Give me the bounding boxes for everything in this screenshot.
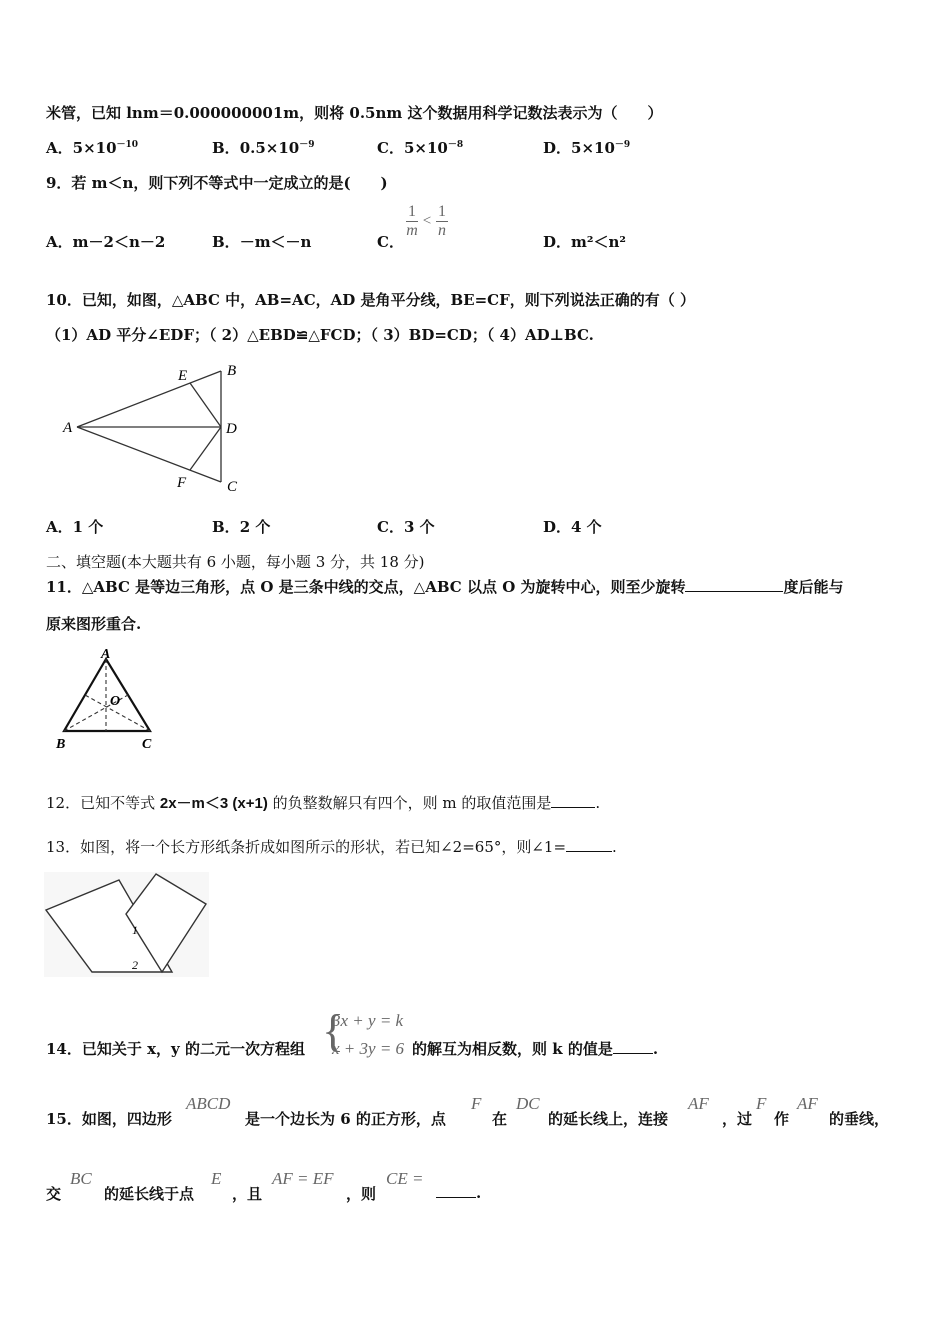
q15-math-af1: AF xyxy=(688,1094,709,1113)
q11-answer-blank xyxy=(685,577,783,592)
q9-option-b: B．－m＜－n xyxy=(212,233,312,251)
q10-label-d: D xyxy=(226,421,237,437)
q13-answer-blank xyxy=(566,837,612,852)
q11-equilateral-figure xyxy=(50,645,165,755)
q15-text-8: 交 xyxy=(46,1185,62,1203)
q8-option-b: B．$0.5\times 10^{-9}$ xyxy=(212,139,315,157)
q13-angle2-label: 2 xyxy=(132,958,138,972)
q10-statements: （1）AD 平分∠EDF；（ 2）△EBD≌△FCD；（ 3）BD=CD；（ 4）AD⊥BC. xyxy=(46,326,594,344)
q15-text-11: ，则 xyxy=(346,1185,377,1203)
q10-label-b: B xyxy=(227,363,237,379)
q14-prefix: 14．已知关于 x，y 的二元一次方程组 xyxy=(46,1040,305,1058)
q10-stem: 10．已知，如图，△ABC 中，AB=AC，AD 是角平分线，BE=CF，则下列说法正确的有（ ） xyxy=(46,291,695,309)
q14-eq1: 3x + y = k xyxy=(332,1011,404,1030)
q11-label-c: C xyxy=(142,737,152,752)
q15-text-5: ，过 xyxy=(722,1110,753,1128)
q15-math-dc: DC xyxy=(516,1094,540,1113)
q8-stem: 米管，已知 lnm＝0.000000001m，则将 0.5nm 这个数据用科学记数法表示为（ ） xyxy=(46,104,663,122)
q15-answer: . xyxy=(436,1183,481,1202)
q9-option-c-fraction: $\frac{1}{m}$ < $\frac{1}{n}$ xyxy=(406,203,447,239)
q15-text-3: 在 xyxy=(492,1110,508,1128)
q10-option-d: D．4 个 xyxy=(543,518,602,536)
q14-suffix: 的解互为相反数，则 k 的值是 . xyxy=(412,1040,659,1058)
q15-text-9: 的延长线于点 xyxy=(104,1185,195,1203)
q15-math-abcd: ABCD xyxy=(186,1094,231,1113)
q11-label-b: B xyxy=(56,737,66,752)
q15-text-10: ，且 xyxy=(232,1185,263,1203)
q15-text-4: 的延长线上，连接 xyxy=(548,1110,669,1128)
q10-label-f: F xyxy=(177,475,187,491)
q15-math-bc: BC xyxy=(70,1169,92,1188)
q15-math-f1: F xyxy=(471,1094,482,1113)
q10-option-b: B．2 个 xyxy=(212,518,271,536)
q10-label-e: E xyxy=(178,368,188,384)
q15-text-2: 是一个边长为 6 的正方形，点 xyxy=(245,1110,446,1128)
q14-eq2: x + 3y = 6 xyxy=(332,1039,405,1058)
q15-math-ce: CE = xyxy=(386,1169,424,1188)
q11-line2: 原来图形重合. xyxy=(46,615,142,633)
q15-math-af2: AF xyxy=(797,1094,818,1113)
q13-folded-strip-figure xyxy=(44,872,209,977)
q11-label-a: A xyxy=(101,647,111,662)
q15-text-1: 15．如图，四边形 xyxy=(46,1110,172,1128)
q15-text-6: 作 xyxy=(774,1110,790,1128)
q11-line1: 11．△ABC 是等边三角形，点 O 是三条中线的交点，△ABC 以点 O 为旋转中心，则至少旋转 度后能与 xyxy=(46,578,844,596)
q12-answer-blank xyxy=(551,793,595,808)
q12-line: 12．已知不等式 2x－m＜3 (x+1) 的负整数解只有四个，则 m 的取值范围是 . xyxy=(46,794,601,812)
q15-math-e: E xyxy=(211,1169,222,1188)
q10-triangle-figure xyxy=(55,355,255,500)
q8-option-c: C．$5\times 10^{-8}$ xyxy=(377,139,464,157)
q8-option-a: A．$5\times 10^{-10}$ xyxy=(46,139,139,157)
q10-label-c: C xyxy=(227,479,238,495)
q13-angle1-label: 1 xyxy=(132,923,138,937)
q9-stem: 9．若 m＜n，则下列不等式中一定成立的是( ) xyxy=(46,174,388,192)
q14-brace: { xyxy=(322,1005,345,1056)
q14-answer-blank xyxy=(613,1039,653,1054)
q10-option-a: A．1 个 xyxy=(46,518,104,536)
q15-math-f2: F xyxy=(756,1094,767,1113)
q9-option-a: A．m－2＜n－2 xyxy=(46,233,166,251)
q10-label-a: A xyxy=(63,420,73,436)
q10-option-c: C．3 个 xyxy=(377,518,435,536)
q11-label-o: O xyxy=(110,694,121,709)
q15-math-af-ef: AF = EF xyxy=(272,1169,334,1188)
q9-option-c-label: C． xyxy=(377,233,404,251)
q15-answer-blank xyxy=(436,1183,476,1198)
q9-option-d: D．m²＜n² xyxy=(543,233,626,251)
q15-text-7: 的垂线， xyxy=(829,1110,890,1128)
section-heading: 二、填空题(本大题共有 6 小题，每小题 3 分，共 18 分) xyxy=(46,553,425,571)
q8-option-d: D．$5\times 10^{-9}$ xyxy=(543,139,631,157)
q13-line: 13．如图，将一个长方形纸条折成如图所示的形状，若已知∠2=65°，则∠1= . xyxy=(46,838,617,856)
